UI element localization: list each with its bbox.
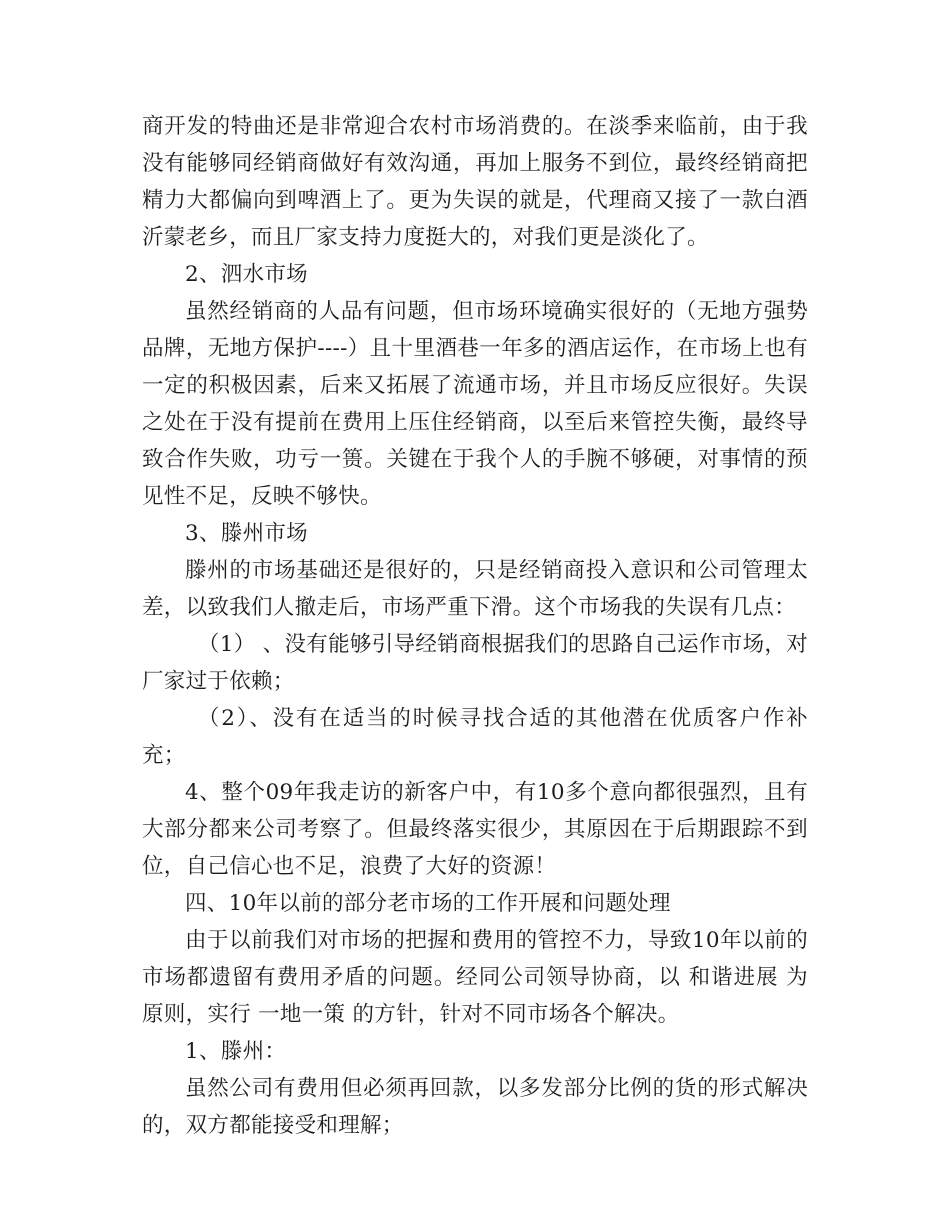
heading-section-four: 四、10年以前的部分老市场的工作开展和问题处理 (185, 891, 671, 916)
paragraph-intro: 商开发的特曲还是非常迎合农村市场消费的。在淡季来临前，由于我没有能够同经销商做好有效沟通，再加上服务不到位，最终经销商把精力大都偏向到啤酒上了。更为失误的就是，代理商又接了一款白酒沂蒙老乡，而且厂家支持力度挺大的，对我们更是淡化了。 (142, 114, 808, 250)
heading-sishui-market: 2、泗水市场 (185, 262, 308, 287)
heading-tengzhou-market: 3、滕州市场 (185, 521, 308, 546)
paragraph-old-markets: 由于以前我们对市场的把握和费用的管控不力，导致10年以前的市场都遗留有费用矛盾的问题。经同公司领导协商，以 和谐进展 为原则，实行 一地一策 的方针，针对不同市场各个解决。 (142, 928, 808, 1027)
paragraph-tengzhou: 滕州的市场基础还是很好的，只是经销商投入意识和公司管理太差，以致我们人撤走后，市场严重下滑。这个市场我的失误有几点： (142, 558, 808, 620)
heading-tengzhou: 1、滕州： (185, 1039, 287, 1064)
paragraph-sishui: 虽然经销商的人品有问题，但市场环境确实很好的（无地方强势品牌，无地方保护----）且十里酒巷一年多的酒店运作，在市场上也有一定的积极因素，后来又拓展了流通市场，并且市场反应很好。失误之处在于没有提前在费用上压住经销商，以至后来管控失衡，最终导致合作失败，功亏一篑。关键在于我个人的手腕不够硬，对事情的预见性不足，反映不够快。 (142, 299, 808, 509)
document-body (142, 108, 808, 1144)
paragraph-new-clients: 4、整个09年我走访的新客户中，有10多个意向都很强烈，且有大部分都来公司考察了。但最终落实很少，其原因在于后期跟踪不到位，自己信心也不足，浪费了大好的资源！ (142, 780, 808, 879)
list-item-1: （1） 、没有能够引导经销商根据我们的思路自己运作市场，对厂家过于依赖； (142, 632, 808, 694)
paragraph-tengzhou-solution: 虽然公司有费用但必须再回款，以多发部分比例的货的形式解决的，双方都能接受和理解； (142, 1076, 808, 1138)
list-item-2: （2）、没有在适当的时候寻找合适的其他潜在优质客户作补充； (142, 706, 808, 768)
